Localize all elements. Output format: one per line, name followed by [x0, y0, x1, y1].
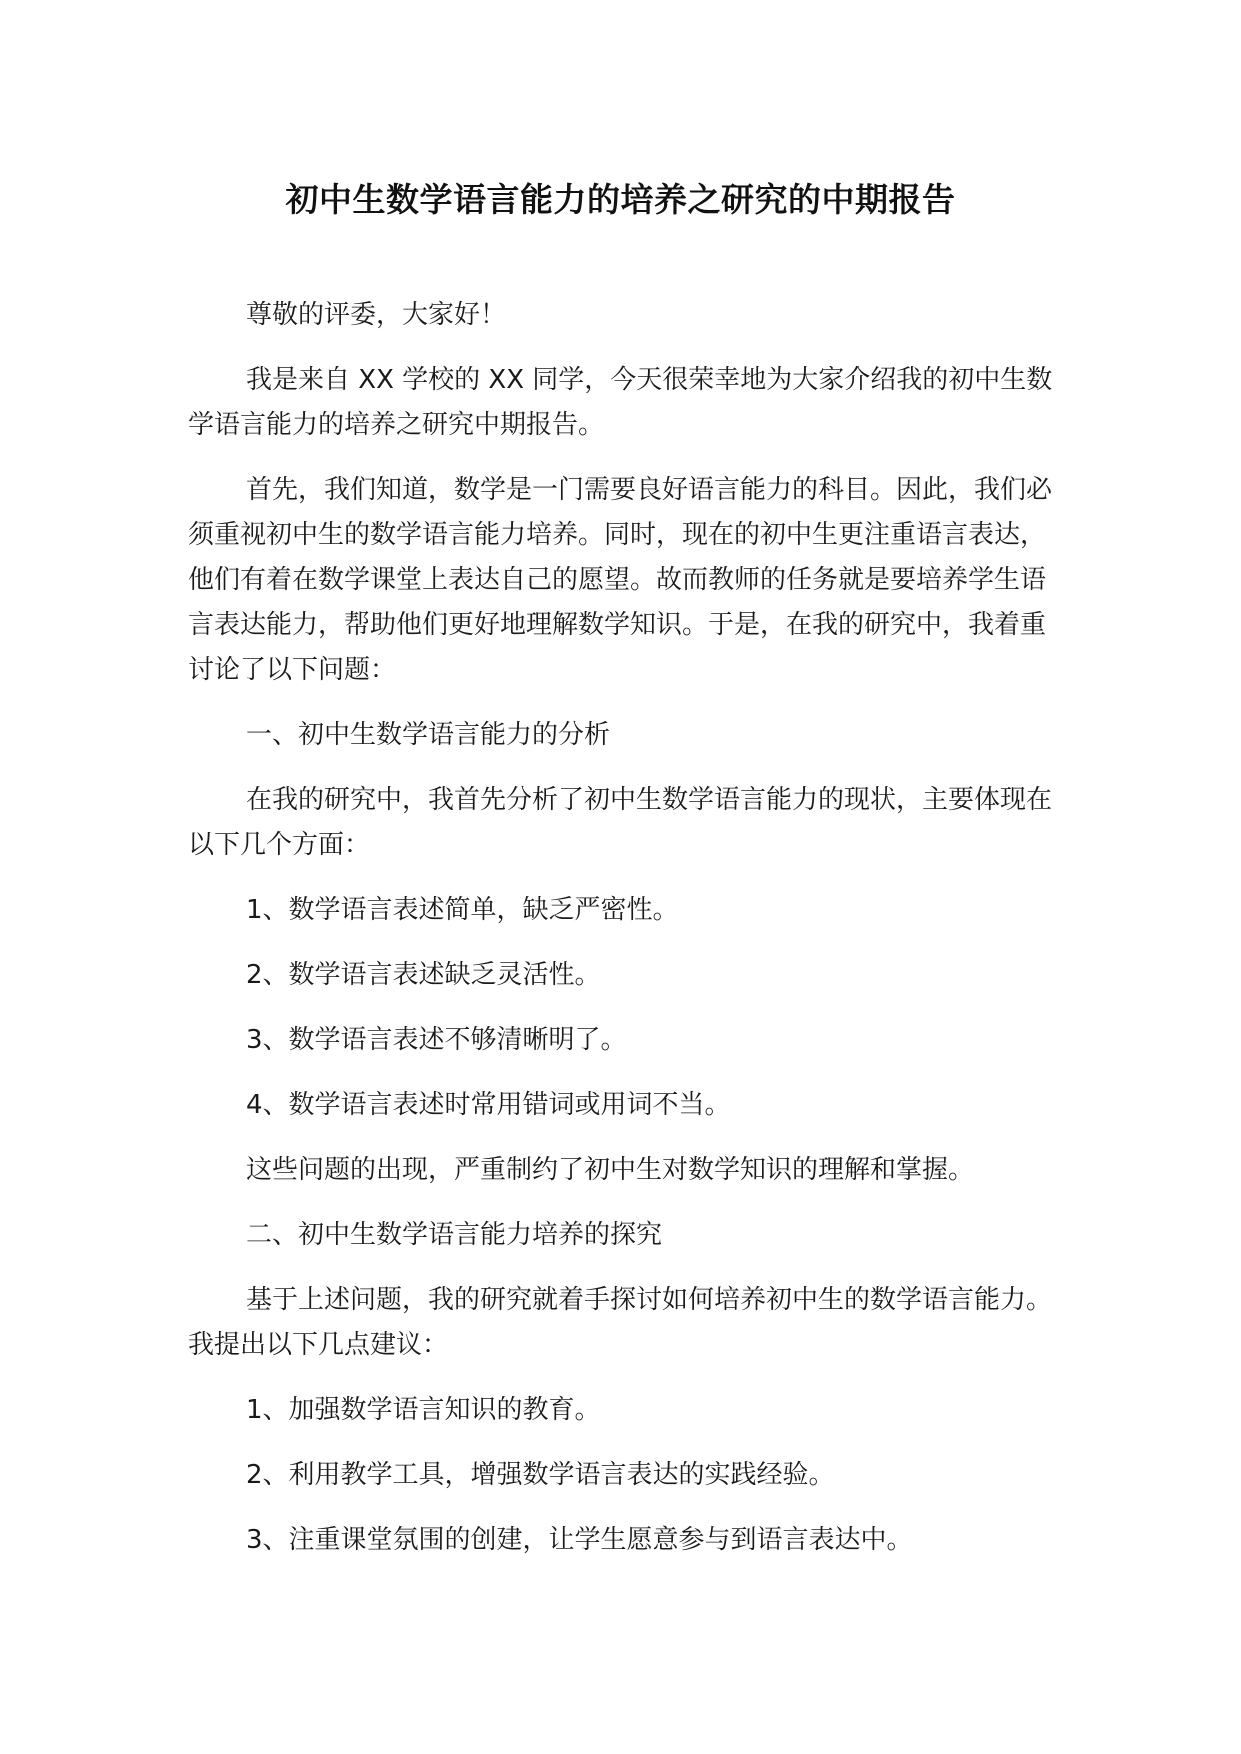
paragraph-greeting: 尊敬的评委，大家好！	[246, 300, 507, 330]
paragraph-problem-summary: 这些问题的出现，严重制约了初中生对数学知识的理解和掌握。	[246, 1155, 975, 1185]
list-item-problem-2: 2、数学语言表述缺乏灵活性。	[246, 960, 601, 990]
list-item-suggestion-2: 2、利用教学工具，增强数学语言表达的实践经验。	[246, 1460, 835, 1490]
list-item-problem-4: 4、数学语言表述时常用错词或用词不当。	[246, 1090, 731, 1120]
document-body	[188, 293, 1060, 1583]
section-heading-exploration: 二、初中生数学语言能力培养的探究	[246, 1220, 663, 1250]
paragraph-background: 首先，我们知道，数学是一门需要良好语言能力的科目。因此，我们必须重视初中生的数学语言能力培养。同时，现在的初中生更注重语言表达，他们有着在数学课堂上表达自己的愿望。故而教师的任务就是要培养学生语言表达能力，帮助他们更好地理解数学知识。于是，在我的研究中，我着重讨论了以下问题：	[188, 475, 1053, 685]
section-heading-analysis: 一、初中生数学语言能力的分析	[246, 720, 611, 750]
list-item-suggestion-3: 3、注重课堂氛围的创建，让学生愿意参与到语言表达中。	[246, 1525, 913, 1555]
paragraph-introduction: 我是来自 XX 学校的 XX 同学，今天很荣幸地为大家介绍我的初中生数学语言能力的培养之研究中期报告。	[188, 365, 1053, 440]
document-title: 初中生数学语言能力的培养之研究的中期报告	[285, 180, 956, 219]
list-item-problem-3: 3、数学语言表述不够清晰明了。	[246, 1025, 627, 1055]
paragraph-exploration-intro: 基于上述问题，我的研究就着手探讨如何培养初中生的数学语言能力。我提出以下几点建议：	[188, 1285, 1053, 1360]
list-item-suggestion-1: 1、加强数学语言知识的教育。	[246, 1395, 601, 1425]
list-item-problem-1: 1、数学语言表述简单，缺乏严密性。	[246, 895, 679, 925]
paragraph-analysis-intro: 在我的研究中，我首先分析了初中生数学语言能力的现状，主要体现在以下几个方面：	[188, 785, 1053, 860]
